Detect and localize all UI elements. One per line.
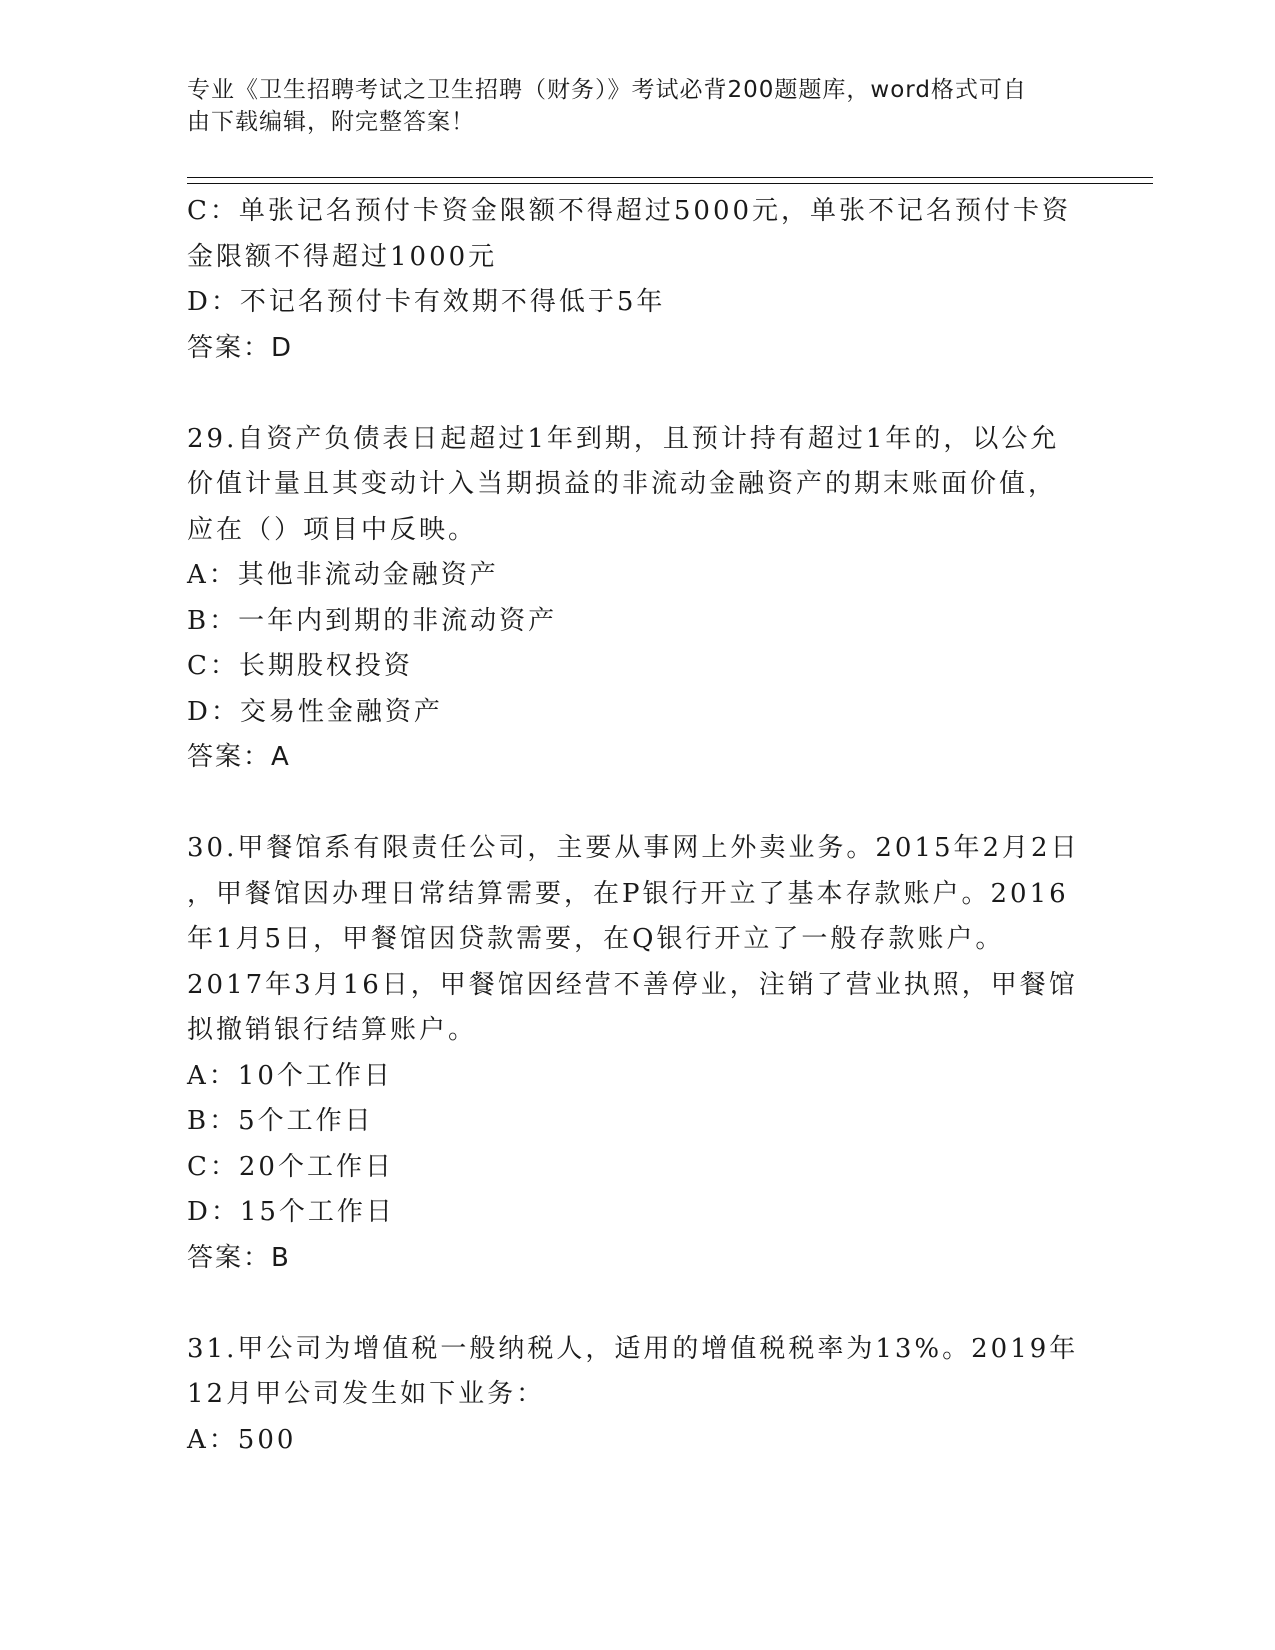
question-30-option-b: B：5个工作日 [187,1106,374,1136]
question-30-option-a: A：10个工作日 [187,1060,393,1091]
question-30-stem-line-2: ，甲餐馆因办理日常结算需要，在P银行开立了基本存款账户。2016 [187,878,1069,909]
answer-28: 答案：D [187,332,294,363]
answer-29: 答案：A [187,742,291,772]
question-31-stem-line-1: 31.甲公司为增值税一般纳税人，适用的增值税税率为13%。2019年 [187,1333,1079,1364]
question-29-stem-line-1: 29.自资产负债表日起超过1年到期，且预计持有超过1年的，以公允 [187,423,1060,454]
question-content [187,189,1087,1463]
question-30-option-c: C：20个工作日 [187,1151,394,1182]
question-28-continuation [187,189,1087,371]
document-header [187,74,1087,138]
spacer [187,781,1087,827]
question-30-stem-line-4: 2017年3月16日，甲餐馆因经营不善停业，注销了营业执照，甲餐馆 [187,969,1078,1000]
question-31-option-a: A：500 [187,1424,297,1455]
question-31 [187,1327,1087,1464]
answer-30: 答案：B [187,1242,291,1273]
question-29-stem-line-2: 价值计量且其变动计入当期损益的非流动金融资产的期末账面价值， [187,469,1058,499]
header-divider-top [187,177,1153,178]
spacer [187,371,1087,417]
question-30 [187,826,1087,1281]
question-29-option-b: B：一年内到期的非流动资产 [187,605,558,636]
question-29-option-c: C：长期股权投资 [187,651,413,681]
header-divider-bottom [187,183,1153,184]
question-30-stem-line-1: 30.甲餐馆系有限责任公司，主要从事网上外卖业务。2015年2月2日 [187,833,1080,863]
header-line-2: 由下载编辑，附完整答案！ [187,109,475,135]
question-29-option-d: D：交易性金融资产 [187,696,443,727]
question-29 [187,417,1087,781]
question-29-stem-line-3: 应在（）项目中反映。 [187,514,478,545]
question-31-stem-line-2: 12月甲公司发生如下业务： [187,1379,546,1409]
option-d: D：不记名预付卡有效期不得低于5年 [187,287,666,317]
option-c-line-2: 金限额不得超过1000元 [187,241,498,272]
spacer [187,1281,1087,1327]
question-30-stem-line-5: 拟撤销银行结算账户。 [187,1015,478,1045]
question-30-option-d: D：15个工作日 [187,1197,395,1227]
header-line-1: 专业《卫生招聘考试之卫生招聘（财务）》考试必背200题题库，word格式可自 [187,77,1027,103]
question-29-option-a: A：其他非流动金融资产 [187,560,499,590]
option-c-line-1: C：单张记名预付卡资金限额不得超过5000元，单张不记名预付卡资 [187,196,1072,226]
question-30-stem-line-3: 年1月5日，甲餐馆因贷款需要，在Q银行开立了一般存款账户。 [187,924,1005,954]
